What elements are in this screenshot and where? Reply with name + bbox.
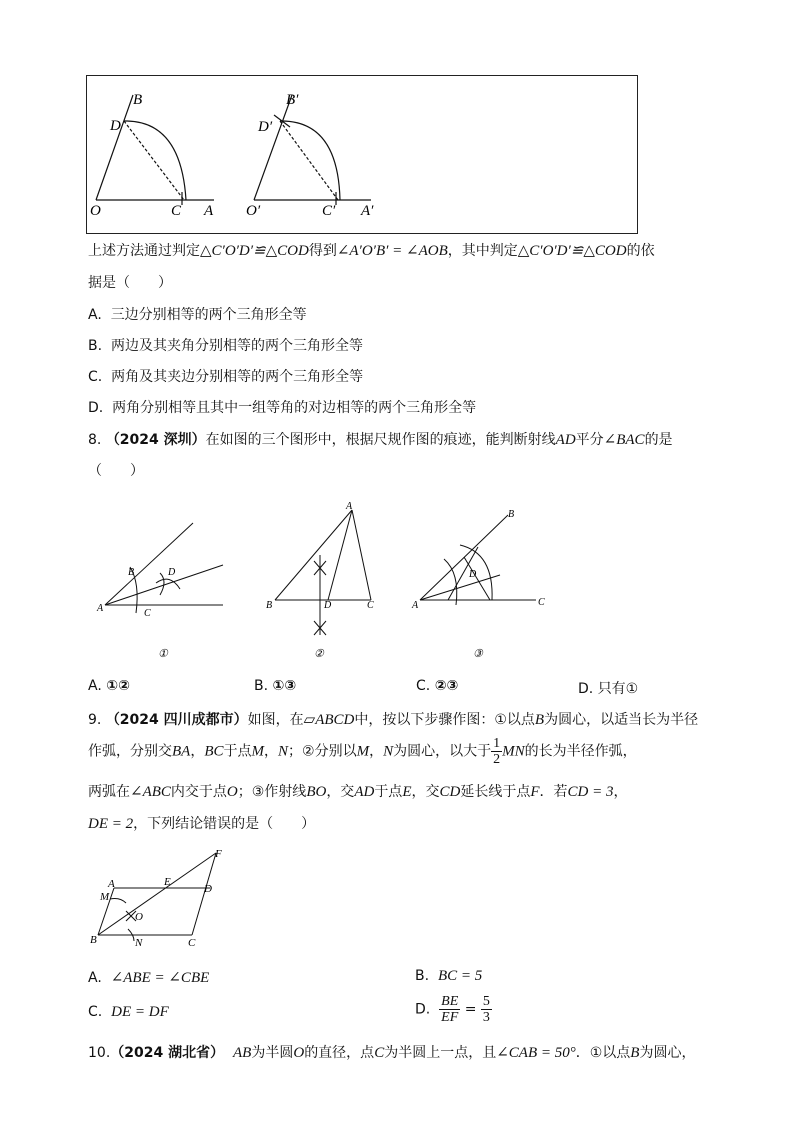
dashed-d2c2 (280, 121, 338, 200)
q8-fig3-caption: ③ (473, 648, 483, 660)
q9-fig-O: O (135, 911, 143, 923)
label-D: D (110, 118, 121, 134)
q8-fig3-B: B (508, 509, 515, 520)
q9-option-c[interactable]: C. DE = DF (88, 1004, 169, 1020)
label-C2: C′ (322, 203, 336, 219)
q9-fig-N: N (135, 937, 143, 949)
label-O: O (90, 203, 101, 219)
q9-fig-B: B (90, 934, 97, 946)
q7-option-b[interactable]: B. 两边及其夹角分别相等的两个三角形全等 (88, 338, 363, 354)
q7-option-c[interactable]: C. 两角及其夹边分别相等的两个三角形全等 (88, 369, 364, 385)
q7-option-a[interactable]: A. 三边分别相等的两个三角形全等 (88, 307, 307, 323)
q8-fig3-D: D (469, 569, 477, 580)
q8-line1: 8. （2024 深圳）在如图的三个图形中，根据尺规作图的痕迹，能判断射线AD平分∠BAC的是 (88, 432, 673, 448)
label-A2: A′ (361, 203, 374, 219)
q8-fig1-caption: ① (158, 648, 168, 660)
q9-figure-svg (88, 845, 238, 955)
q8-fig2-B: B (266, 600, 273, 611)
q9-fig-D: D (204, 883, 212, 895)
q9-fig-C: C (188, 937, 196, 949)
figure-right (254, 95, 371, 205)
arc-c2d2 (280, 121, 340, 200)
q7-line2: 据是（ ） (88, 275, 172, 291)
q9-option-a[interactable]: A. ∠ABE = ∠CBE (88, 970, 210, 986)
q8-fig2-C: C (367, 600, 374, 611)
label-A: A (204, 203, 214, 219)
figure-left (96, 95, 214, 205)
q9-fig-E: E (164, 876, 171, 888)
q8-option-b[interactable]: B. ①③ (254, 678, 297, 694)
q7-line1: 上述方法通过判定△C′O′D′≌△COD得到∠A′O′B′ = ∠AOB，其中判定△C′O′D′≌△COD的依 (88, 243, 655, 259)
q9-fraction-half: $\frac{1}{2}$ (493, 736, 501, 767)
q8-fig2-caption: ② (314, 648, 324, 660)
q8-fig3-C: C (538, 597, 545, 608)
q9-line1: 9. （2024 四川成都市）如图，在▱ABCD中，按以下步骤作图：①以点B为圆心，以适当长为半径 (88, 712, 699, 728)
q9-line2: 作弧，分别交BA，BC于点M，N；②分别以M，N为圆心，以大于 $\frac{1}{2}$ MN的长为半径作弧， (88, 736, 637, 767)
ray-bf (98, 853, 216, 935)
q9-line4: DE = 2，下列结论错误的是（ ） (88, 816, 316, 832)
q8-option-c[interactable]: C. ②③ (416, 678, 459, 694)
q8-line2: （ ） (88, 463, 144, 479)
label-D2: D′ (258, 119, 273, 135)
q8-fig1-C: C (144, 608, 151, 619)
ray-ob (96, 95, 133, 200)
label-B: B (133, 92, 143, 108)
q8-fig2 (275, 510, 371, 635)
q9-line3: 两弧在∠ABC内交于点O；③作射线BO，交AD于点E，交CD延长线于点F．若CD = 3， (88, 784, 628, 800)
q8-fig1-B: B (128, 567, 135, 578)
q8-figures-svg (88, 495, 568, 665)
q8-option-d[interactable]: D. 只有① (578, 681, 639, 697)
label-O2: O′ (246, 203, 261, 219)
label-C: C (171, 203, 182, 219)
q8-option-a[interactable]: A. ①② (88, 678, 130, 694)
q8-fig1-A: A (97, 603, 104, 614)
q8-fig3-A: A (412, 600, 419, 611)
q9-fig-M: M (100, 891, 110, 903)
q8-fig2-A: A (346, 501, 353, 512)
q9-fig-A: A (108, 878, 115, 890)
q9-option-b[interactable]: B. BC = 5 (415, 968, 483, 984)
q8-fig3 (420, 515, 536, 605)
q7-option-d[interactable]: D. 两角分别相等且其中一组等角的对边相等的两个三角形全等 (88, 400, 477, 416)
q8-fig1 (105, 523, 223, 613)
q9-fig-F: F (215, 848, 222, 860)
dashed-dc (124, 121, 184, 200)
label-B2: B′ (286, 92, 299, 108)
q8-fig1-D: D (168, 567, 176, 578)
q10-line1: 10.（2024 湖北省） AB为半圆O的直径，点C为半圆上一点，且∠CAB = 50°．①以点B为圆心， (88, 1045, 696, 1061)
figure-top-svg (86, 75, 638, 233)
ray-o2b2 (254, 95, 292, 200)
q8-fig2-D: D (324, 600, 332, 611)
q9-option-d[interactable]: D. $\frac{BE}{EF}$ = $\frac{5}{3}$ (415, 994, 490, 1025)
